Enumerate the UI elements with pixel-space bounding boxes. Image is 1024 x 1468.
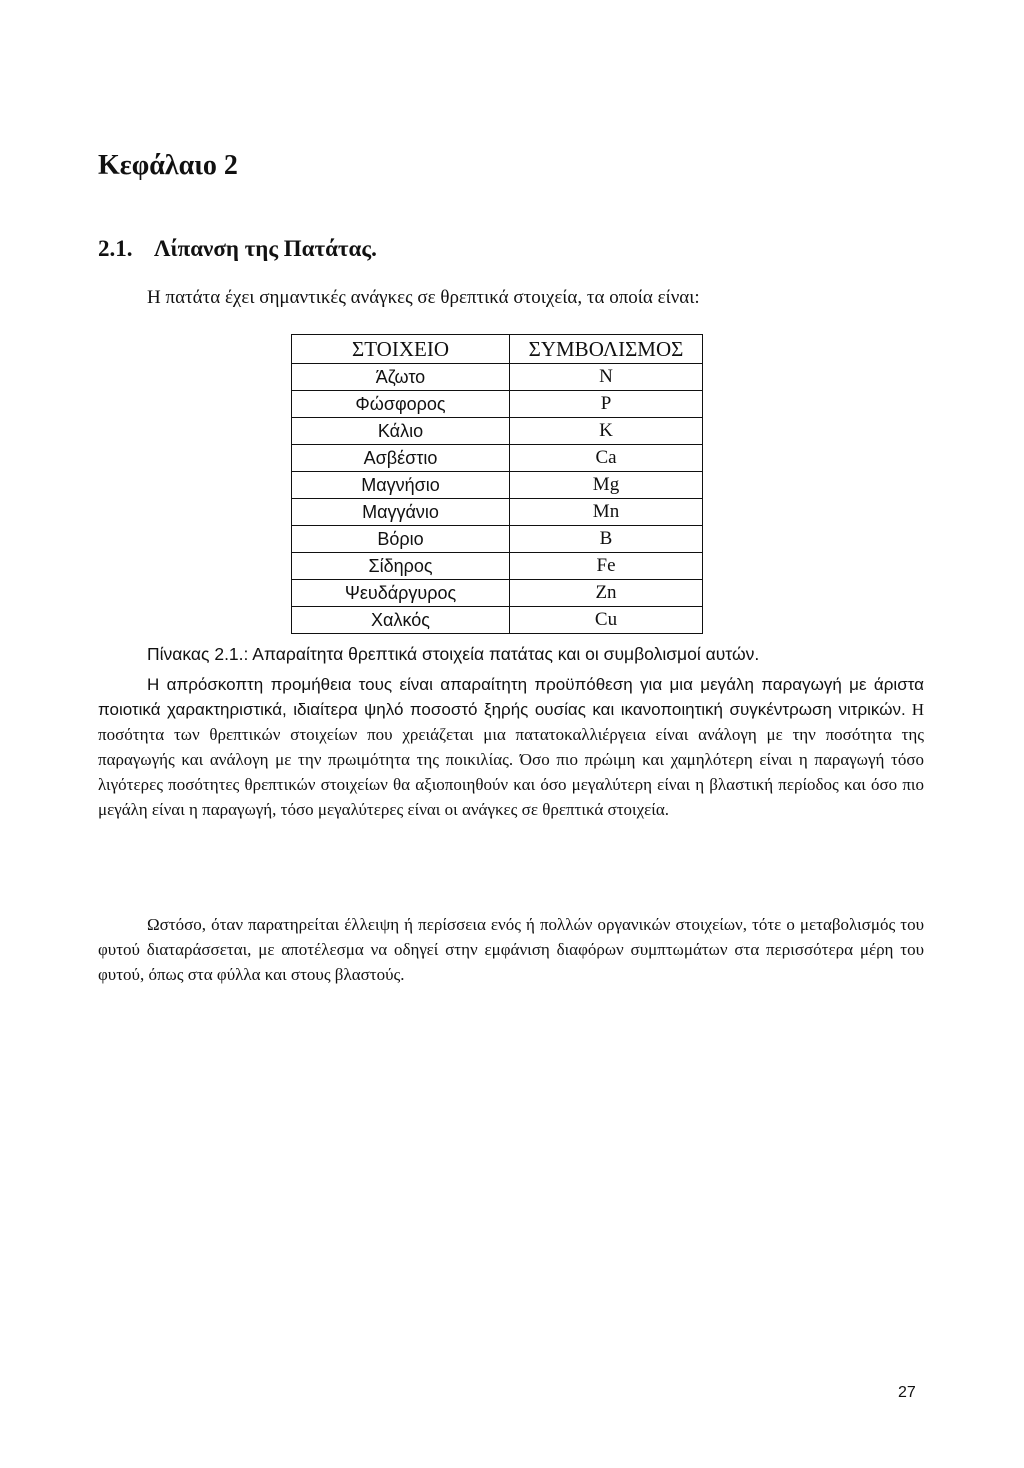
element-symbol: Cu [510,607,703,634]
table-row [292,499,703,526]
body-paragraph-2: Ωστόσο, όταν παρατηρείται έλλειψη ή περίσσεια ενός ή πολλών οργανικών στοιχείων, τότε ο μεταβολισμός του φυτού διαταράσσεται, με αποτέλεσμα να οδηγεί στην εμφάνιση διαφόρων συμπτωμάτων στα περισσότερα μέρη του φυτού, όπως στα φύλλα και στους βλαστούς. [98,915,924,984]
table-row [292,472,703,499]
element-name: Άζωτο [292,364,510,391]
element-symbol: N [510,364,703,391]
element-symbol: Zn [510,580,703,607]
table-row [292,607,703,634]
element-name: Σίδηρος [292,553,510,580]
element-name: Ψευδάργυρος [292,580,510,607]
element-symbol: Fe [510,553,703,580]
element-name: Κάλιο [292,418,510,445]
table-caption: Πίνακας 2.1.: Απαραίτητα θρεπτικά στοιχεία πατάτας και οι συμβολισμοί αυτών. [147,644,760,664]
element-name: Μαγνήσιο [292,472,510,499]
body-paragraph-1 [98,672,924,822]
nutrients-table [291,334,703,634]
table-row [292,553,703,580]
element-symbol: B [510,526,703,553]
intro-text: Η πατάτα έχει σημαντικές ανάγκες σε θρεπτικά στοιχεία, τα οποία είναι: [147,287,700,308]
column-header-symbol: ΣΥΜΒΟΛΙΣΜΟΣ [510,335,703,364]
paragraph-1-sentence-a: Η απρόσκοπτη προμήθεια τους είναι απαραίτητη προϋπόθεση για μια μεγάλη παραγωγή με άριστα ποιοτικά χαρακτηριστικά, ιδιαίτερα ψηλό ποσοστό ξηρής ουσίας και ικανοποιητική συγκέντρωση νιτρικών. [98,675,924,719]
chapter-title: Κεφάλαιο 2 [98,150,238,181]
element-symbol: Mn [510,499,703,526]
table-row [292,445,703,472]
page-number: 27 [898,1384,916,1401]
table-row [292,526,703,553]
section-number: 2.1. [98,236,133,261]
section-heading [98,236,377,262]
table-row [292,580,703,607]
table-row [292,391,703,418]
table-header-row [292,335,703,364]
element-symbol: K [510,418,703,445]
element-name: Φώσφορος [292,391,510,418]
table-row [292,418,703,445]
paragraph-1-sentence-b: Η ποσότητα των θρεπτικών στοιχείων που χρειάζεται μια πατατοκαλλιέργεια είναι ανάλογη με την ποσότητα της παραγωγής και ανάλογη με την πρωιμότητα της ποικιλίας. [98,700,925,769]
element-name: Χαλκός [292,607,510,634]
element-symbol: Ca [510,445,703,472]
element-symbol: Mg [510,472,703,499]
paragraph-1-sentence-c: Όσο πιο πρώιμη και χαμηλότερη είναι η παραγωγή τόσο λιγότερες ποσότητες θρεπτικών στοιχείων θα αξιοποιηθούν και όσο μεγαλύτερη είναι η βλαστική περίοδος και όσο πιο μεγάλη είναι η παραγωγή, τόσο μεγαλύτερες είναι οι ανάγκες σε θρεπτικά στοιχεία. [98,750,924,819]
element-name: Μαγγάνιο [292,499,510,526]
table-row [292,364,703,391]
element-name: Ασβέστιο [292,445,510,472]
column-header-element: ΣΤΟΙΧΕΙΟ [292,335,510,364]
element-symbol: P [510,391,703,418]
element-name: Βόριο [292,526,510,553]
section-title: Λίπανση της Πατάτας. [154,236,377,261]
